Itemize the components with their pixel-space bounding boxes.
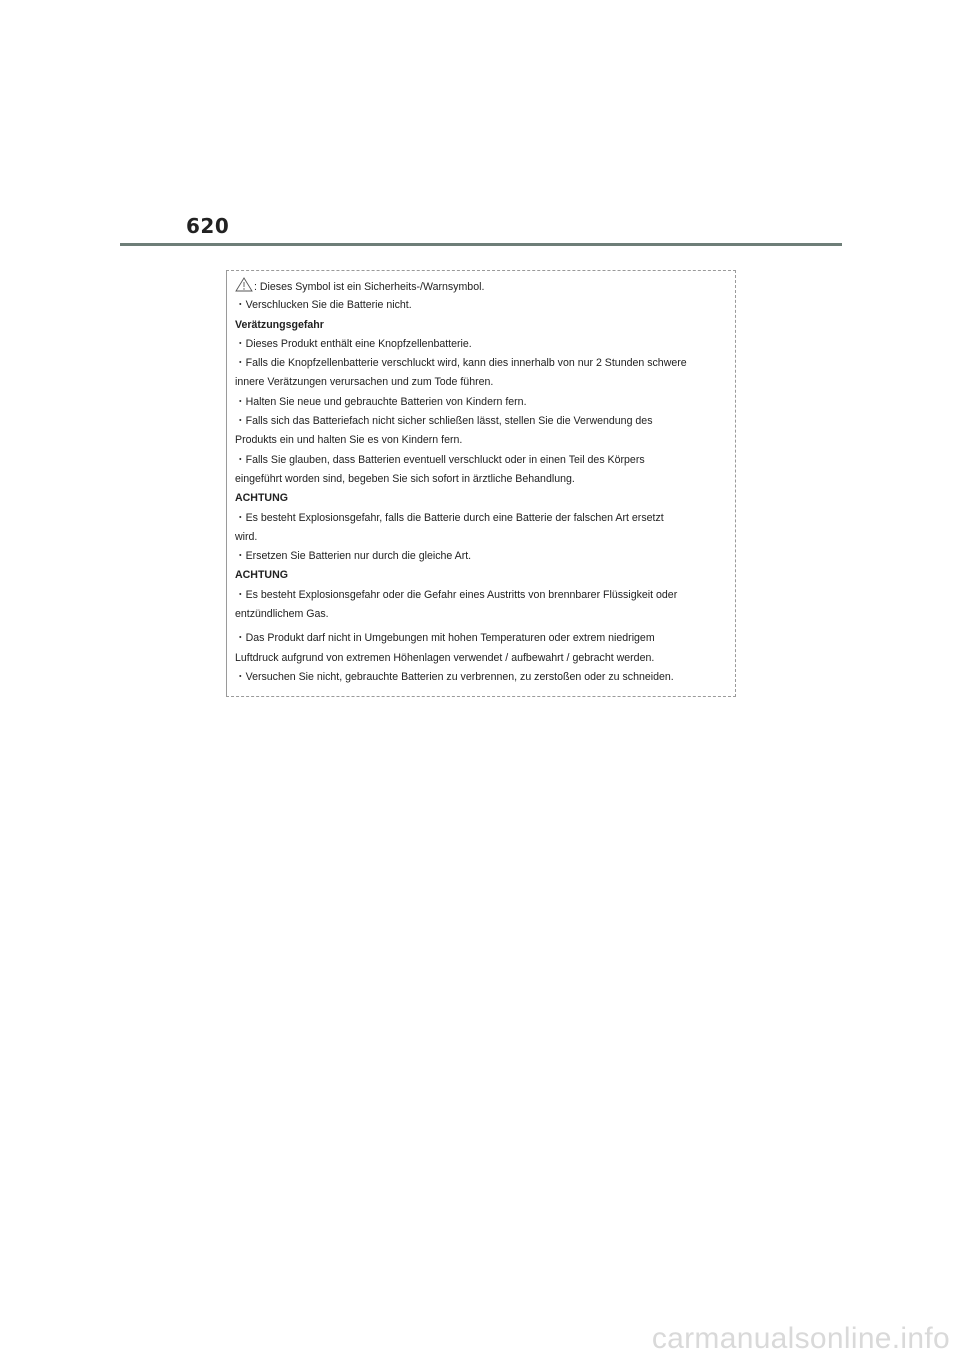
notice-line: ・Falls die Knopfzellenbatterie verschluckt wird, kann dies innerhalb von nur 2 Stunden schwere <box>235 357 687 370</box>
notice-symbol-line <box>235 277 729 296</box>
notice-line: ・Es besteht Explosionsgefahr, falls die Batterie durch eine Batterie der falschen Art ersetzt <box>235 511 664 524</box>
notice-line: entzündlichem Gas. <box>235 608 329 621</box>
page-number: 620 <box>186 214 230 238</box>
notice-heading: ACHTUNG <box>235 492 288 505</box>
notice-heading: Verätzungsgefahr <box>235 318 324 331</box>
notice-symbol-text: : Dieses Symbol ist ein Sicherheits-/Warnsymbol. <box>254 281 485 293</box>
notice-line: ・Versuchen Sie nicht, gebrauchte Batterien zu verbrennen, zu zerstoßen oder zu schneiden. <box>235 670 674 683</box>
notice-line: ・Dieses Produkt enthält eine Knopfzellenbatterie. <box>235 337 472 350</box>
notice-line: ・Verschlucken Sie die Batterie nicht. <box>235 299 412 312</box>
notice-line: Produkts ein und halten Sie es von Kindern fern. <box>235 434 463 447</box>
notice-line: eingeführt worden sind, begeben Sie sich sofort in ärztliche Behandlung. <box>235 472 575 485</box>
watermark: carmanualsonline.info <box>651 1322 950 1355</box>
notice-line: ・Halten Sie neue und gebrauchte Batterien von Kindern fern. <box>235 395 527 408</box>
notice-line: ・Es besteht Explosionsgefahr oder die Gefahr eines Austritts von brennbarer Flüssigkeit oder <box>235 588 678 601</box>
notice-heading: ACHTUNG <box>235 569 288 582</box>
notice-line: ・Falls Sie glauben, dass Batterien eventuell verschluckt oder in einen Teil des Körpers <box>235 453 645 466</box>
header-divider <box>120 243 842 246</box>
warning-triangle-icon <box>235 277 253 292</box>
notice-content <box>235 277 729 687</box>
notice-line: Luftdruck aufgrund von extremen Höhenlagen verwendet / aufbewahrt / gebracht werden. <box>235 651 655 664</box>
notice-line: innere Verätzungen verursachen und zum Tode führen. <box>235 376 494 389</box>
battery-warning-notice <box>226 270 736 697</box>
notice-line: ・Das Produkt darf nicht in Umgebungen mit hohen Temperaturen oder extrem niedrigem <box>235 632 655 645</box>
notice-line: wird. <box>235 530 258 543</box>
notice-line: ・Falls sich das Batteriefach nicht sicher schließen lässt, stellen Sie die Verwendung des <box>235 415 653 428</box>
notice-line: ・Ersetzen Sie Batterien nur durch die gleiche Art. <box>235 550 472 563</box>
